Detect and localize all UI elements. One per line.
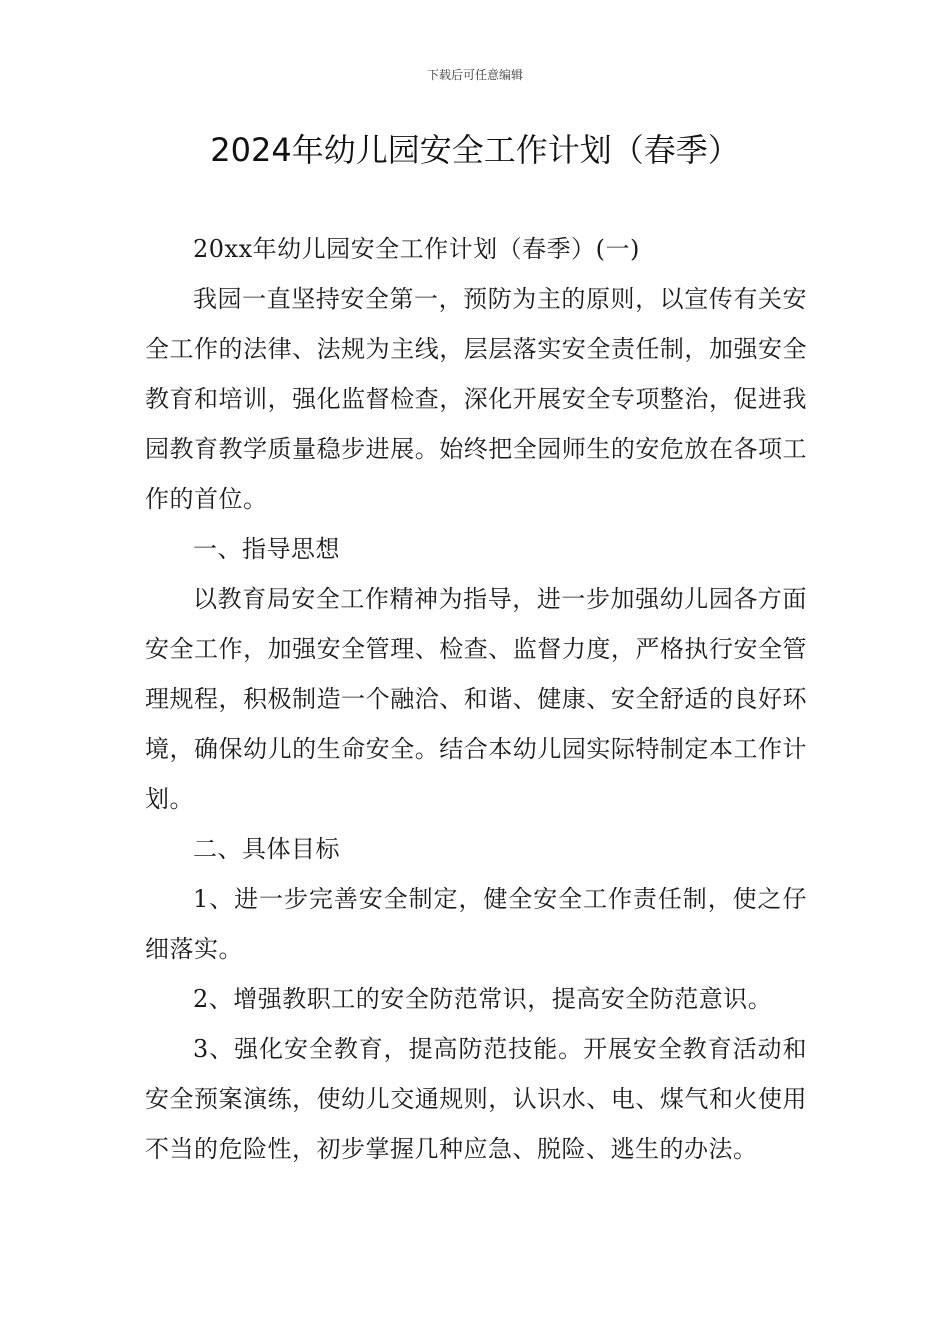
guiding-thought-paragraph: 以教育局安全工作精神为指导，进一步加强幼儿园各方面安全工作，加强安全管理、检查、监督力度，严格执行安全管理规程，积极制造一个融洽、和谐、健康、安全舒适的良好环境，确保幼儿的生命安全。结合本幼儿园实际特制定本工作计划。 bbox=[145, 585, 807, 813]
document-title: 2024年幼儿园安全工作计划（春季） bbox=[210, 131, 740, 169]
goal-item-1: 1、进一步完善安全制定，健全安全工作责任制，使之仔细落实。 bbox=[145, 885, 807, 963]
intro-paragraph: 我园一直坚持安全第一，预防为主的原则，以宣传有关安全工作的法律、法规为主线，层层落实安全责任制，加强安全教育和培训，强化监督检查，深化开展安全专项整治，促进我园教育教学质量稳步进展。始终把全园师生的安危放在各项工作的首位。 bbox=[145, 285, 807, 513]
document-body bbox=[145, 224, 807, 1174]
section-heading-specific-goals: 二、具体目标 bbox=[193, 835, 340, 863]
goal-item-2: 2、增强教职工的安全防范常识，提高安全防范意识。 bbox=[193, 985, 773, 1013]
section-heading-guiding-thought: 一、指导思想 bbox=[193, 535, 340, 563]
header-note: 下载后可任意编辑 bbox=[426, 68, 523, 82]
goal-item-3: 3、强化安全教育，提高防范技能。开展安全教育活动和安全预案演练，使幼儿交通规则，认识水、电、煤气和火使用不当的危险性，初步掌握几种应急、脱险、逃生的办法。 bbox=[145, 1035, 807, 1163]
section-subtitle: 20xx年幼儿园安全工作计划（春季）(一) bbox=[193, 235, 640, 263]
